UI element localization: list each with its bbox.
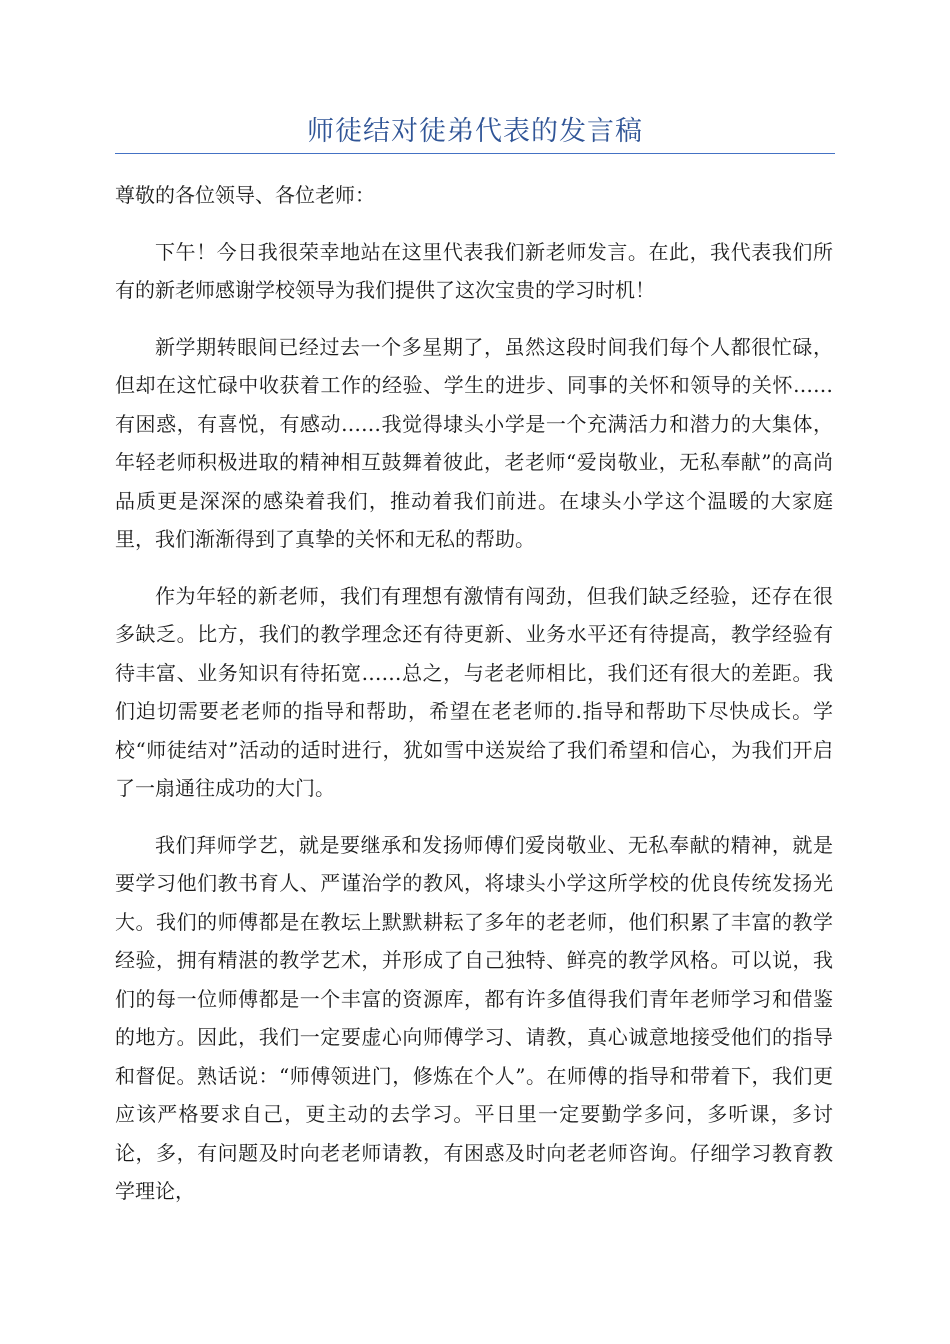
- paragraph-3: 作为年轻的新老师，我们有理想有激情有闯劲，但我们缺乏经验，还存在很多缺乏。比方，我们的教学理念还有待更新、业务水平还有待提高，教学经验有待丰富、业务知识有待拓宽……总之，与老老师相比，我们还有很大的差距。我们迫切需要老老师的指导和帮助，希望在老老师的.指导和帮助下尽快成长。学校“师徒结对”活动的适时进行，犹如雪中送炭给了我们希望和信心，为我们开启了一扇通往成功的大门。: [115, 583, 833, 800]
- document-body: [115, 176, 833, 1229]
- salutation: 尊敬的各位领导、各位老师：: [115, 183, 375, 207]
- paragraph-2: 新学期转眼间已经过去一个多星期了，虽然这段时间我们每个人都很忙碌，但却在这忙碌中收获着工作的经验、学生的进步、同事的关怀和领导的关怀……有困惑，有喜悦，有感动……我觉得埭头小学是一个充满活力和潜力的大集体，年轻老师积极进取的精神相互鼓舞着彼此，老老师“爱岗敬业，无私奉献”的高尚品质更是深深的感染着我们，推动着我们前进。在埭头小学这个温暖的大家庭里，我们渐渐得到了真挚的关怀和无私的帮助。: [115, 334, 833, 551]
- title-underline: [115, 153, 835, 154]
- paragraph-4: 我们拜师学艺，就是要继承和发扬师傅们爱岗敬业、无私奉献的精神，就是要学习他们教书育人、严谨治学的教风，将埭头小学这所学校的优良传统发扬光大。我们的师傅都是在教坛上默默耕耘了多年的老老师，他们积累了丰富的教学经验，拥有精湛的教学艺术，并形成了自己独特、鲜亮的教学风格。可以说，我们的每一位师傅都是一个丰富的资源库，都有许多值得我们青年老师学习和借鉴的地方。因此，我们一定要虚心向师傅学习、请教，真心诚意地接受他们的指导和督促。熟话说：“师傅领进门，修炼在个人”。在师傅的指导和带着下，我们更应该严格要求自己，更主动的去学习。平日里一定要勤学多问，多听课，多讨论，多，有问题及时向老老师请教，有困惑及时向老老师咨询。仔细学习教育教学理论，: [115, 832, 833, 1203]
- paragraph-1: 下午！今日我很荣幸地站在这里代表我们新老师发言。在此，我代表我们所有的新老师感谢学校领导为我们提供了这次宝贵的学习时机！: [115, 239, 833, 302]
- document-title: 师徒结对徒弟代表的发言稿: [307, 116, 643, 147]
